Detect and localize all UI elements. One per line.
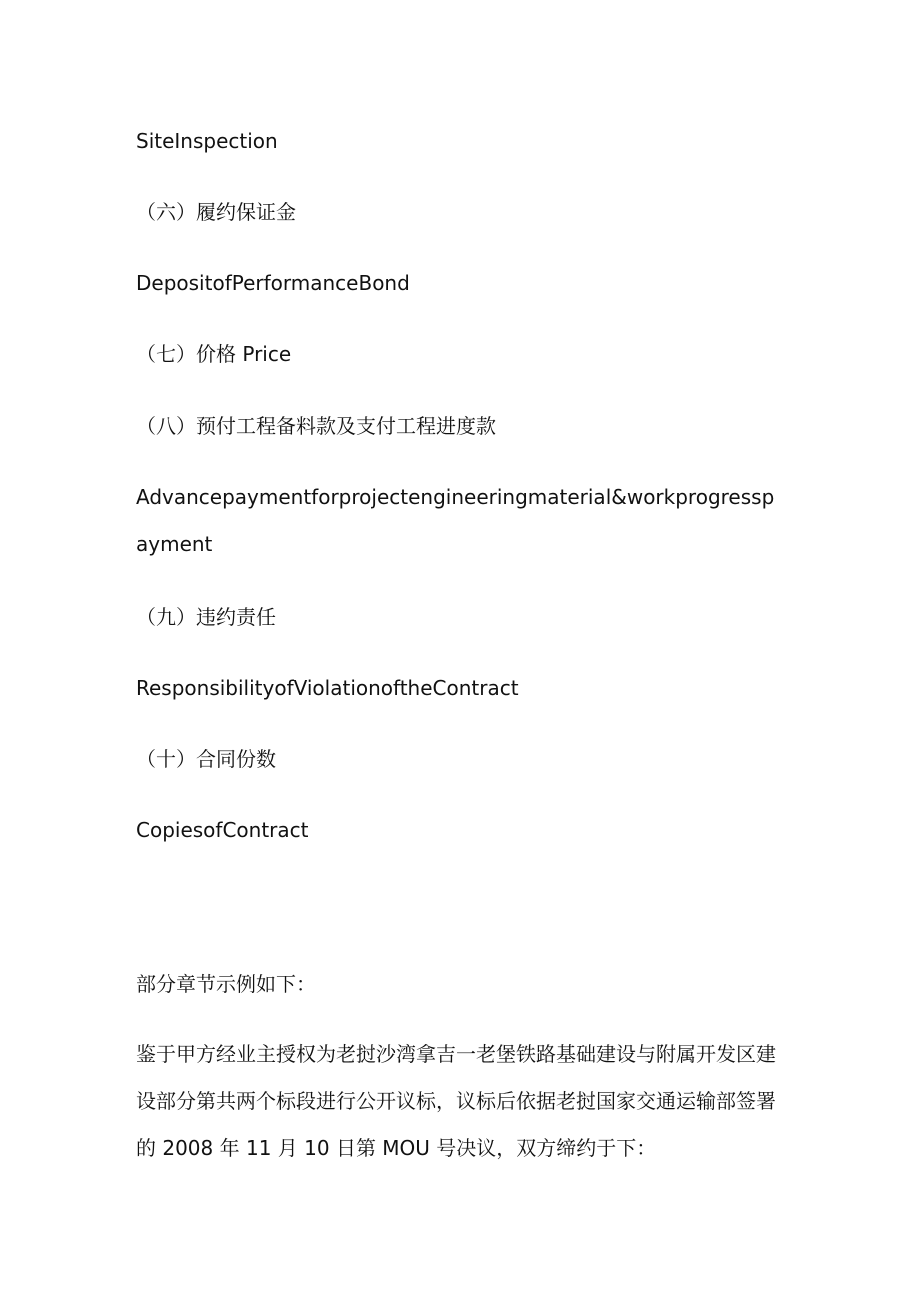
heading-copies-cn: （十）合同份数 [136, 747, 276, 771]
heading-performance-bond-cn: （六）履约保证金 [136, 200, 296, 224]
heading-advance-payment-cn: （八）预付工程备料款及支付工程进度款 [136, 414, 496, 438]
heading-liability-cn: （九）违约责任 [136, 605, 276, 629]
heading-advance-payment-en: Advancepaymentforprojectengineeringmaterial&workprogresspayment [136, 485, 775, 556]
heading-liability-en: ResponsibilityofViolationoftheContract [136, 676, 519, 700]
heading-price: （七）价格 Price [136, 342, 292, 366]
heading-performance-bond-en: DepositofPerformanceBond [136, 271, 410, 295]
heading-copies-en: CopiesofContract [136, 818, 309, 842]
intro-sample-sections: 部分章节示例如下： [136, 972, 316, 996]
paragraph-whereas: 鉴于甲方经业主授权为老挝沙湾拿吉一老堡铁路基础建设与附属开发区建设部分第共两个标段进行公开议标，议标后依据老挝国家交通运输部签署的 2008 年 11 月 10 日第 MOU 号决议，双方缔约于下： [136, 1042, 776, 1160]
heading-site-inspection: SiteInspection [136, 129, 278, 153]
